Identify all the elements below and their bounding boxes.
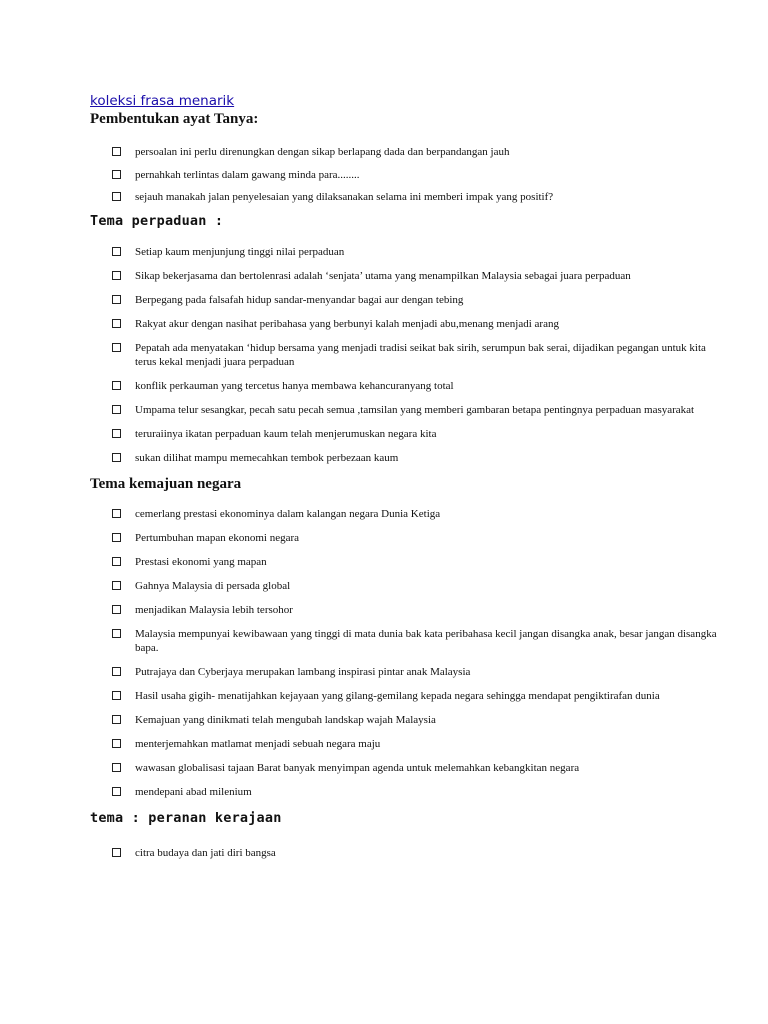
checkbox-bullet-icon — [112, 271, 121, 280]
list-item — [112, 689, 728, 704]
list-item — [112, 293, 728, 308]
list-item-text: persoalan ini perlu direnungkan dengan sikap berlapang dada dan berpandangan jauh — [135, 146, 510, 158]
list-peranan-kerajaan — [90, 846, 728, 861]
list-item-text: Sikap bekerjasama dan bertolenrasi adalah ‘senjata’ utama yang menampilkan Malaysia sebagai juara perpaduan — [135, 269, 631, 282]
list-item-text: pernahkah terlintas dalam gawang minda para........ — [135, 168, 360, 181]
checkbox-bullet-icon — [112, 147, 121, 156]
list-item-text: Setiap kaum menjunjung tinggi nilai perpaduan — [135, 245, 345, 258]
checkbox-bullet-icon — [112, 319, 121, 328]
list-item — [112, 665, 728, 680]
list-item-text: menjadikan Malaysia lebih tersohor — [135, 603, 293, 616]
list-item-text: sukan dilihat mampu memecahkan tembok perbezaan kaum — [135, 452, 399, 464]
list-item — [112, 737, 728, 752]
list-item-text: Berpegang pada falsafah hidup sandar-menyandar bagai aur dengan tebing — [135, 293, 464, 306]
checkbox-bullet-icon — [112, 557, 121, 566]
list-item — [112, 627, 728, 656]
list-item — [112, 846, 728, 861]
list-item — [112, 190, 728, 205]
list-item-text: Prestasi ekonomi yang mapan — [135, 555, 267, 568]
list-item-text: konflik perkauman yang tercetus hanya membawa kehancuranyang total — [135, 380, 454, 392]
list-item — [112, 507, 728, 522]
checkbox-bullet-icon — [112, 381, 121, 390]
list-item — [112, 603, 728, 618]
list-item-text: Putrajaya dan Cyberjaya merupakan lambang inspirasi pintar anak Malaysia — [135, 666, 471, 678]
list-item — [112, 317, 728, 332]
checkbox-bullet-icon — [112, 581, 121, 590]
checkbox-bullet-icon — [112, 715, 121, 724]
list-item-text: citra budaya dan jati diri bangsa — [135, 846, 276, 859]
checkbox-bullet-icon — [112, 429, 121, 438]
checkbox-bullet-icon — [112, 691, 121, 700]
list-item — [112, 555, 728, 570]
checkbox-bullet-icon — [112, 848, 121, 857]
list-item — [112, 145, 728, 160]
list-item — [112, 427, 728, 442]
checkbox-bullet-icon — [112, 295, 121, 304]
checkbox-bullet-icon — [112, 343, 121, 352]
checkbox-bullet-icon — [112, 533, 121, 542]
checkbox-bullet-icon — [112, 739, 121, 748]
list-item — [112, 269, 728, 284]
list-item-text: Kemajuan yang dinikmati telah mengubah landskap wajah Malaysia — [135, 714, 436, 726]
checkbox-bullet-icon — [112, 170, 121, 179]
list-item — [112, 341, 728, 370]
list-tema-kemajuan-negara — [90, 507, 728, 800]
list-item-text: Gahnya Malaysia di persada global — [135, 579, 291, 592]
checkbox-bullet-icon — [112, 787, 121, 796]
list-item — [112, 403, 728, 418]
list-item-text: cemerlang prestasi ekonominya dalam kalangan negara Dunia Ketiga — [135, 507, 441, 520]
list-item — [112, 713, 728, 728]
checkbox-bullet-icon — [112, 405, 121, 414]
list-item — [112, 451, 728, 466]
list-item — [112, 245, 728, 260]
list-item — [112, 379, 728, 394]
list-item-text: Pertumbuhan mapan ekonomi negara — [135, 531, 300, 544]
list-item-text: sejauh manakah jalan penyelesaian yang dilaksanakan selama ini memberi impak yang positif? — [135, 191, 554, 203]
list-item-text: Rakyat akur dengan nasihat peribahasa yang berbunyi kalah menjadi abu,menang menjadi arang — [135, 317, 559, 330]
list-item-text: teruraiinya ikatan perpaduan kaum telah menjerumuskan negara kita — [135, 428, 437, 440]
list-item-text: Malaysia mempunyai kewibawaan yang tinggi di mata dunia bak kata peribahasa kecil jangan disangka anak, besar jangan disangka bapa. — [135, 627, 717, 654]
list-ayat-tanya — [90, 145, 728, 205]
list-item-text: Pepatah ada menyatakan ‘hidup bersama yang menjadi tradisi seikat bak sirih, serumpun bak serai, dijadikan pegangan untuk kita terus kekal menjadi juara perpaduan — [135, 341, 706, 368]
section-heading-tema-kemajuan-negara: Tema kemajuan negara — [90, 475, 242, 492]
document-title-link[interactable]: koleksi frasa menarik — [90, 93, 235, 109]
checkbox-bullet-icon — [112, 192, 121, 201]
list-item-text: Hasil usaha gigih- menatijahkan kejayaan yang gilang-gemilang kepada negara sehingga mendapat pengiktirafan dunia — [135, 690, 660, 702]
list-item — [112, 785, 728, 800]
checkbox-bullet-icon — [112, 667, 121, 676]
list-item — [112, 168, 728, 183]
list-tema-perpaduan — [90, 245, 728, 466]
section-heading-ayat-tanya: Pembentukan ayat Tanya: — [90, 111, 259, 127]
section-heading-peranan-kerajaan: tema : peranan kerajaan — [90, 809, 282, 826]
checkbox-bullet-icon — [112, 605, 121, 614]
checkbox-bullet-icon — [112, 763, 121, 772]
checkbox-bullet-icon — [112, 509, 121, 518]
checkbox-bullet-icon — [112, 629, 121, 638]
list-item-text: Umpama telur sesangkar, pecah satu pecah semua ,tamsilan yang memberi gambaran betapa pentingnya perpaduan masyarakat — [135, 404, 695, 416]
section-heading-tema-perpaduan: Tema perpaduan : — [90, 212, 224, 229]
list-item-text: menterjemahkan matlamat menjadi sebuah negara maju — [135, 738, 381, 750]
list-item — [112, 579, 728, 594]
list-item — [112, 761, 728, 776]
checkbox-bullet-icon — [112, 453, 121, 462]
list-item — [112, 531, 728, 546]
list-item-text: mendepani abad milenium — [135, 786, 252, 798]
list-item-text: wawasan globalisasi tajaan Barat banyak menyimpan agenda untuk melemahkan kebangkitan negara — [135, 762, 580, 774]
checkbox-bullet-icon — [112, 247, 121, 256]
